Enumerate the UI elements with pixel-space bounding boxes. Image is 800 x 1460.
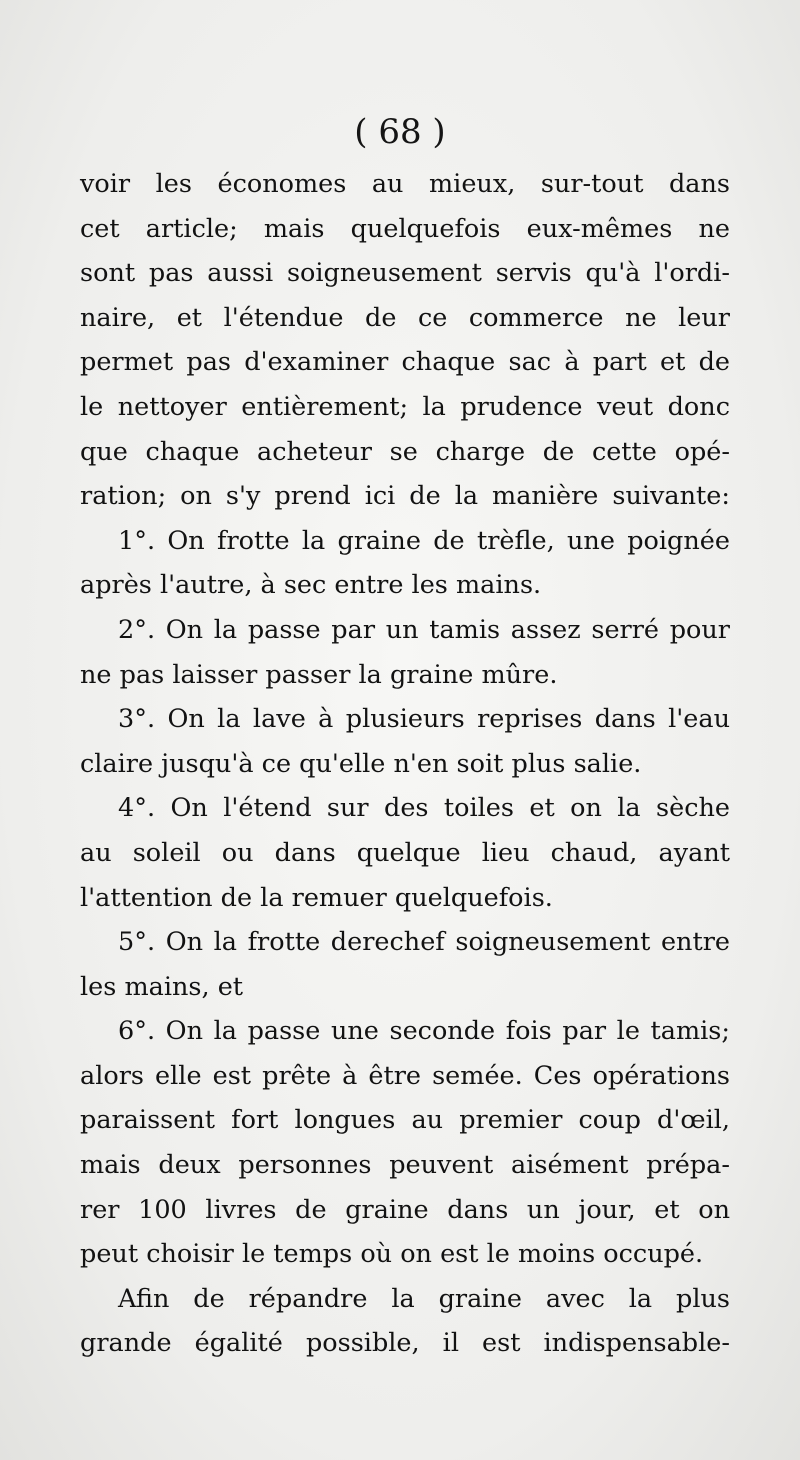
text-line: claire jusqu'à ce qu'elle n'en soit plus salie.: [80, 748, 642, 779]
text-line: grande égalité possible, il est indispensable-: [80, 1328, 730, 1359]
body-text: [80, 162, 730, 1366]
text-line: ration; on s'y prend ici de la manière suivante:: [80, 481, 730, 512]
text-line: voir les économes au mieux, sur-tout dans: [80, 169, 730, 199]
text-line: mais deux personnes peuvent aisément prépa-: [80, 1150, 730, 1181]
text-line: paraissent fort longues au premier coup d'œil,: [80, 1105, 730, 1136]
text-line: rer 100 livres de graine dans un jour, et on: [80, 1194, 730, 1225]
text-line: au soleil ou dans quelque lieu chaud, ayant: [80, 837, 730, 868]
text-line-step-6: 6°. On la passe une seconde fois par le tamis;: [118, 1016, 730, 1047]
text-line: permet pas d'examiner chaque sac à part et de: [80, 347, 730, 378]
text-line: que chaque acheteur se charge de cette opé-: [80, 436, 730, 467]
text-line: ne pas laisser passer la graine mûre.: [80, 659, 558, 690]
page-number: ( 68 ): [354, 112, 446, 152]
text-line-paragraph-start: Afin de répandre la graine avec la plus: [118, 1283, 730, 1314]
text-line: l'attention de la remuer quelquefois.: [80, 882, 553, 913]
text-line: cet article; mais quelquefois eux-mêmes ne: [80, 213, 730, 244]
text-line-step-1: 1°. On frotte la graine de trèfle, une poignée: [118, 525, 730, 556]
text-line-step-3: 3°. On la lave à plusieurs reprises dans l'eau: [118, 704, 730, 735]
text-line: après l'autre, à sec entre les mains.: [80, 570, 542, 601]
text-line: naire, et l'étendue de ce commerce ne leur: [80, 302, 730, 333]
text-line: peut choisir le temps où on est le moins occupé.: [80, 1239, 704, 1270]
text-line-step-5: 5°. On la frotte derechef soigneusement entre: [118, 927, 730, 958]
text-line-step-2: 2°. On la passe par un tamis assez serré pour: [118, 614, 730, 645]
text-line: alors elle est prête à être semée. Ces opérations: [80, 1060, 730, 1091]
text-line: sont pas aussi soigneusement servis qu'à l'ordi-: [80, 258, 730, 289]
text-line-step-4: 4°. On l'étend sur des toiles et on la sèche: [118, 793, 730, 824]
text-line: les mains, et: [80, 971, 244, 1002]
text-line: le nettoyer entièrement; la prudence veut donc: [80, 391, 730, 422]
